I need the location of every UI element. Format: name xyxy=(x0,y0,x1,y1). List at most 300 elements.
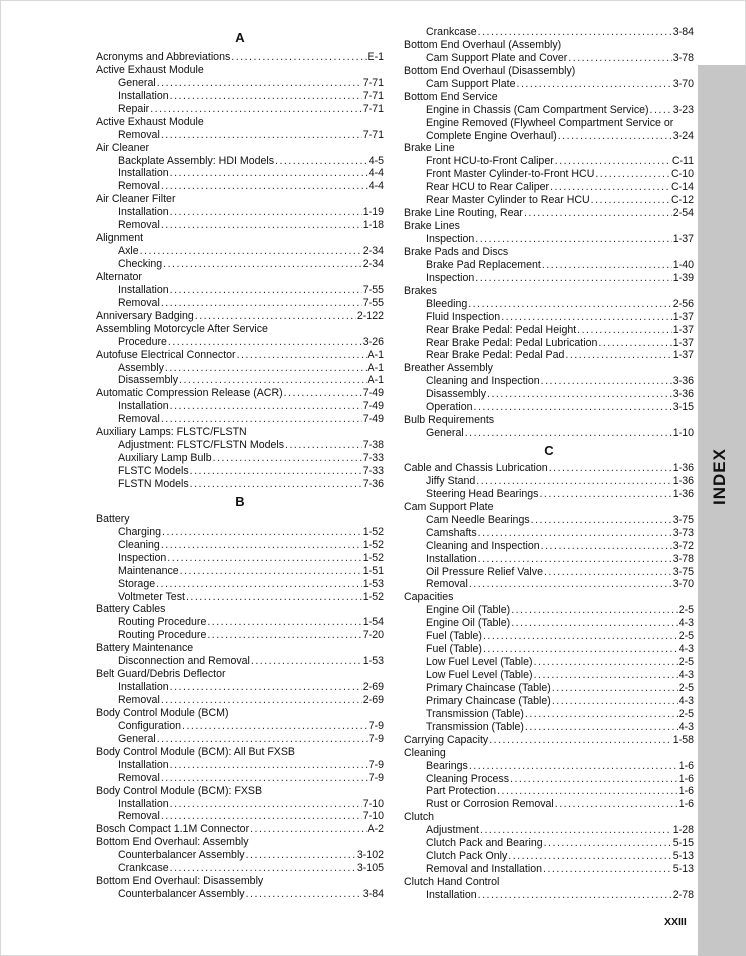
entry-label: Rear Brake Pedal: Pedal Height xyxy=(426,323,577,336)
entry-label: Removal xyxy=(118,296,160,309)
index-subentry xyxy=(404,643,694,656)
page-reference: 7-71 xyxy=(362,89,384,102)
index-subentry xyxy=(404,527,694,540)
index-subentry xyxy=(404,78,694,91)
entry-label: Clutch Hand Control xyxy=(404,876,500,888)
entry-label: Cleaning xyxy=(118,538,160,551)
index-subentry xyxy=(96,565,384,578)
dot-leader xyxy=(478,889,672,902)
entry-label: Procedure xyxy=(118,335,167,348)
dot-leader xyxy=(510,773,678,786)
page-reference: E-1 xyxy=(367,51,384,63)
index-subentry xyxy=(96,374,384,387)
index-subentry xyxy=(404,375,694,388)
entry-label: Backplate Assembly: HDI Models xyxy=(118,154,275,167)
dot-leader xyxy=(170,284,362,297)
entry-label: Rear HCU to Rear Caliper xyxy=(426,181,550,194)
index-tab-label: INDEX xyxy=(710,448,729,505)
entry-label: Counterbalancer Assembly xyxy=(118,849,245,862)
index-heading xyxy=(96,746,384,759)
page-reference: 2-54 xyxy=(672,207,694,220)
dot-leader xyxy=(475,272,672,285)
entry-label: Disconnection and Removal xyxy=(118,655,250,668)
index-heading xyxy=(404,591,694,604)
entry-label: Low Fuel Level (Table) xyxy=(426,656,533,669)
dot-leader xyxy=(170,167,368,180)
dot-leader xyxy=(170,759,368,772)
entry-label: Clutch xyxy=(404,811,435,824)
dot-leader xyxy=(207,629,361,642)
dot-leader xyxy=(165,362,367,375)
index-subentry xyxy=(404,311,694,324)
dot-leader xyxy=(511,617,677,630)
index-subentry xyxy=(96,478,384,491)
page-reference: 3-15 xyxy=(672,401,694,414)
index-subentry xyxy=(404,259,694,272)
index-subentry xyxy=(404,553,694,566)
index-heading xyxy=(404,285,694,298)
dot-leader xyxy=(170,798,362,811)
index-heading xyxy=(96,785,384,798)
page-reference: 4-4 xyxy=(368,167,384,180)
dot-leader xyxy=(550,181,670,194)
entry-label: Engine Oil (Table) xyxy=(426,604,511,617)
entry-label: Clutch Pack Only xyxy=(426,850,508,863)
page-reference: 1-53 xyxy=(362,655,384,668)
index-heading xyxy=(404,142,694,155)
dot-leader xyxy=(483,630,678,643)
entry-label: Carrying Capacity xyxy=(404,733,489,746)
entry-label: Fuel (Table) xyxy=(426,643,482,656)
index-heading xyxy=(404,246,694,259)
index-subentry xyxy=(96,772,384,785)
entry-label: Air Cleaner xyxy=(96,141,149,154)
index-subentry xyxy=(96,103,384,116)
index-subentry xyxy=(96,733,384,746)
page-reference: 1-36 xyxy=(672,487,694,500)
dot-leader xyxy=(246,888,362,901)
page-reference: 4-3 xyxy=(678,669,694,681)
index-subentry xyxy=(96,539,384,552)
dot-leader xyxy=(168,336,362,349)
index-subentry xyxy=(96,629,384,642)
page-reference: A-1 xyxy=(367,374,384,387)
page-reference: C-11 xyxy=(671,155,694,168)
index-subentry xyxy=(96,526,384,539)
page-reference: 2-5 xyxy=(678,707,694,720)
page-reference: 3-84 xyxy=(362,888,384,901)
entry-label: Brake Line xyxy=(404,142,455,155)
index-heading xyxy=(96,116,384,129)
index-subentry xyxy=(404,837,694,850)
index-subentry xyxy=(96,655,384,668)
index-subentry xyxy=(404,604,694,617)
page-reference: 1-52 xyxy=(362,525,384,538)
dot-leader xyxy=(251,655,362,668)
page-reference: 2-34 xyxy=(362,258,384,270)
entry-label: Storage xyxy=(118,577,156,590)
dot-leader xyxy=(534,669,678,682)
index-subentry xyxy=(404,181,694,194)
page-reference: 7-71 xyxy=(362,76,384,89)
dot-leader xyxy=(591,194,670,207)
entry-label: Engine in Chassis (Cam Compartment Service) xyxy=(426,103,649,116)
page-reference: 5-13 xyxy=(672,850,694,863)
entry-label: Oil Pressure Relief Valve xyxy=(426,565,543,578)
dot-leader xyxy=(190,465,362,478)
dot-leader xyxy=(555,798,678,811)
page-reference: 2-122 xyxy=(356,309,384,322)
dot-leader xyxy=(157,733,368,746)
index-subentry xyxy=(404,578,694,591)
dot-leader xyxy=(598,337,671,350)
dot-leader xyxy=(161,219,362,232)
page-reference: 1-18 xyxy=(362,219,384,232)
section-letter: B xyxy=(235,493,245,509)
entry-label: Routing Procedure xyxy=(118,616,207,629)
page-reference: 3-70 xyxy=(672,578,694,591)
entry-label: Bottom End Overhaul: Assembly xyxy=(96,836,249,849)
entry-label: Removal xyxy=(426,578,468,591)
index-heading xyxy=(96,323,384,336)
index-subentry xyxy=(96,90,384,103)
dot-leader xyxy=(552,695,678,708)
page-reference: 1-37 xyxy=(672,310,694,323)
entry-label: General xyxy=(426,427,464,440)
page-reference: 7-10 xyxy=(362,797,384,810)
section-letter: C xyxy=(544,443,554,458)
dot-leader xyxy=(163,258,362,271)
page-reference: 3-78 xyxy=(672,51,694,64)
index-subentry xyxy=(404,168,694,181)
dot-leader xyxy=(179,374,366,387)
page-reference: 7-36 xyxy=(362,477,384,490)
index-subentry xyxy=(96,452,384,465)
index-heading xyxy=(96,64,384,77)
entry-label: Routing Procedure xyxy=(118,629,207,642)
dot-leader xyxy=(478,26,672,39)
dot-leader xyxy=(186,591,362,604)
index-heading xyxy=(404,811,694,824)
entry-label: FLSTC Models xyxy=(118,465,189,477)
entry-label: Brake Lines xyxy=(404,220,460,233)
index-subentry xyxy=(96,552,384,565)
dot-leader xyxy=(544,566,672,579)
page-reference: 1-37 xyxy=(672,233,694,245)
entry-label: Installation xyxy=(118,681,169,694)
dot-leader xyxy=(487,388,672,401)
index-heading xyxy=(96,142,384,155)
entry-label: Transmission (Table) xyxy=(426,707,524,720)
index-subentry xyxy=(404,630,694,643)
entry-label: Air Cleaner Filter xyxy=(96,193,176,206)
entry-label: Rear Master Cylinder to Rear HCU xyxy=(426,194,590,207)
entry-label: Assembly xyxy=(118,361,164,374)
dot-leader xyxy=(170,400,362,413)
page-reference: 7-9 xyxy=(368,719,384,732)
page-reference: 3-73 xyxy=(672,526,694,539)
dot-leader xyxy=(489,734,672,747)
dot-leader xyxy=(170,90,362,103)
entry-label: Removal xyxy=(118,771,160,784)
entry-label: Breather Assembly xyxy=(404,362,493,375)
entry-label: Installation xyxy=(118,206,169,219)
entry-label: Operation xyxy=(426,401,473,414)
entry-label: Acronyms and Abbreviations xyxy=(96,51,231,63)
dot-leader xyxy=(542,259,672,272)
dot-leader xyxy=(465,427,672,440)
index-subentry xyxy=(404,656,694,669)
page-reference: 7-9 xyxy=(368,758,384,771)
entry-label: Axle xyxy=(118,245,139,258)
index-subentry xyxy=(404,401,694,414)
page-reference: 7-9 xyxy=(368,771,384,784)
index-subentry xyxy=(404,798,694,811)
page-reference: 3-36 xyxy=(672,388,694,401)
page-reference: 4-3 xyxy=(678,694,694,707)
dot-leader xyxy=(478,553,672,566)
page-reference: 1-53 xyxy=(362,577,384,590)
index-subentry xyxy=(404,682,694,695)
index-subentry xyxy=(96,167,384,180)
index-subentry xyxy=(96,862,384,875)
index-subentry xyxy=(404,566,694,579)
entry-label: Bleeding xyxy=(426,297,468,310)
index-subentry xyxy=(404,540,694,553)
page-reference: 7-38 xyxy=(362,439,384,452)
entry-label: Body Control Module (BCM) xyxy=(96,706,229,719)
index-column-right xyxy=(404,26,694,902)
page-reference: 1-37 xyxy=(672,323,694,336)
dot-leader xyxy=(161,413,362,426)
entry-label: Rust or Corrosion Removal xyxy=(426,798,554,811)
entry-label: Battery Maintenance xyxy=(96,642,194,655)
page-reference: 2-69 xyxy=(362,681,384,694)
index-subentry xyxy=(404,26,694,39)
entry-label: Fuel (Table) xyxy=(426,630,482,643)
entry-label: Autofuse Electrical Connector xyxy=(96,348,236,361)
page-reference: 7-20 xyxy=(362,629,384,642)
entry-label: Alignment xyxy=(96,232,144,245)
page-reference: 3-102 xyxy=(356,849,384,862)
page-reference: 7-55 xyxy=(362,283,384,296)
index-subentry xyxy=(404,388,694,401)
index-heading xyxy=(404,220,694,233)
page-reference: 3-26 xyxy=(362,335,384,348)
dot-leader xyxy=(552,682,678,695)
index-subentry xyxy=(96,720,384,733)
entry-label: Inspection xyxy=(118,551,167,564)
index-heading xyxy=(96,836,384,849)
page-reference: 2-69 xyxy=(362,694,384,706)
page-reference: 2-5 xyxy=(678,681,694,694)
page-reference: 2-5 xyxy=(678,656,694,669)
entry-label: Belt Guard/Debris Deflector xyxy=(96,668,226,681)
page-reference: 2-78 xyxy=(672,888,694,901)
page-reference: 3-36 xyxy=(672,375,694,388)
entry-label: Front HCU-to-Front Caliper xyxy=(426,155,554,168)
entry-label: Removal xyxy=(118,180,160,193)
dot-leader xyxy=(170,862,356,875)
index-subentry xyxy=(96,219,384,232)
entry-label: Installation xyxy=(118,167,169,180)
page-reference: 1-6 xyxy=(678,798,694,811)
dot-leader xyxy=(544,837,672,850)
entry-label: Bosch Compact 1.1M Connector xyxy=(96,823,250,836)
page-reference: 3-78 xyxy=(672,552,694,565)
entry-label: Capacities xyxy=(404,591,454,604)
entry-label: Installation xyxy=(118,758,169,771)
dot-leader xyxy=(182,720,368,733)
index-subentry xyxy=(404,824,694,837)
page-reference: 4-5 xyxy=(368,154,384,167)
dot-leader xyxy=(162,526,362,539)
dot-leader xyxy=(555,155,671,168)
page-reference: 1-54 xyxy=(362,616,384,629)
entry-label: Battery Cables xyxy=(96,603,166,616)
dot-leader xyxy=(161,180,368,193)
page-reference: 7-49 xyxy=(362,413,384,426)
dot-leader xyxy=(161,297,362,310)
page-reference: A-1 xyxy=(367,361,384,374)
entry-label: Cam Support Plate xyxy=(426,77,516,90)
entry-label: Installation xyxy=(118,797,169,810)
dot-leader xyxy=(190,478,362,491)
page-reference: 1-6 xyxy=(678,759,694,772)
entry-label: Brake Pads and Discs xyxy=(404,245,509,258)
dot-leader xyxy=(170,681,362,694)
index-heading xyxy=(404,362,694,375)
page-reference: C-12 xyxy=(671,194,694,207)
page-reference: 7-49 xyxy=(362,387,384,400)
page-reference: 2-5 xyxy=(678,604,694,617)
entry-label: Brake Pad Replacement xyxy=(426,258,541,271)
entry-label: Battery xyxy=(96,512,130,525)
index-heading xyxy=(96,668,384,681)
index-subentry xyxy=(96,413,384,426)
index-subentry xyxy=(96,759,384,772)
dot-leader xyxy=(161,539,362,552)
dot-leader xyxy=(156,578,362,591)
entry-label: Cleaning and Inspection xyxy=(426,375,540,388)
index-subentry xyxy=(96,129,384,142)
dot-leader xyxy=(246,849,356,862)
page-reference: 1-19 xyxy=(362,206,384,219)
entry-label: Complete Engine Overhaul) xyxy=(426,129,557,142)
entry-label: Bottom End Overhaul (Assembly) xyxy=(404,38,562,51)
page-reference: 1-40 xyxy=(672,258,694,271)
dot-leader xyxy=(568,52,671,65)
index-subentry xyxy=(404,104,694,117)
index-subentry xyxy=(404,708,694,721)
dot-leader xyxy=(549,462,672,475)
page-reference: 3-23 xyxy=(672,103,694,116)
dot-leader xyxy=(161,694,362,707)
index-subentry xyxy=(404,130,694,143)
page-reference: 7-71 xyxy=(362,128,384,141)
index-entry xyxy=(96,51,384,64)
page-reference: 1-58 xyxy=(672,733,694,746)
index-heading xyxy=(404,91,694,104)
index-column-left xyxy=(96,26,384,901)
dot-leader xyxy=(475,233,672,246)
entry-label: Bulb Requirements xyxy=(404,414,495,427)
entry-label: Charging xyxy=(118,525,161,538)
index-subentry xyxy=(404,889,694,902)
index-subentry xyxy=(96,798,384,811)
page-reference: 5-15 xyxy=(672,837,694,850)
page-reference: 3-105 xyxy=(356,862,384,875)
entry-label: Crankcase xyxy=(426,26,477,38)
entry-label: Anniversary Badging xyxy=(96,309,194,322)
entry-label: Auxiliary Lamp Bulb xyxy=(118,452,212,465)
index-entry xyxy=(96,349,384,362)
entry-label: Engine Removed (Flywheel Compartment Service or xyxy=(426,116,674,129)
entry-label: Bottom End Overhaul (Disassembly) xyxy=(404,64,576,77)
dot-leader xyxy=(195,310,356,323)
page-reference: 2-34 xyxy=(362,245,384,258)
page-reference: 1-52 xyxy=(362,551,384,564)
entry-label: Counterbalancer Assembly xyxy=(118,888,245,901)
dot-leader xyxy=(541,375,672,388)
page-reference: 1-52 xyxy=(362,590,384,603)
index-subentry xyxy=(404,475,694,488)
dot-leader xyxy=(150,103,362,116)
page-reference: 7-9 xyxy=(368,732,384,745)
index-subentry xyxy=(96,681,384,694)
entry-label: Disassembly xyxy=(118,374,179,387)
index-subentry xyxy=(96,180,384,193)
index-entry xyxy=(96,387,384,400)
page-reference: 7-33 xyxy=(362,452,384,465)
index-side-tab xyxy=(698,65,746,956)
entry-label: Primary Chaincase (Table) xyxy=(426,694,551,707)
entry-label: Removal xyxy=(118,413,160,426)
entry-label: Removal xyxy=(118,810,160,823)
page-reference: C-14 xyxy=(671,181,694,194)
entry-label: Maintenance xyxy=(118,564,179,577)
index-subentry xyxy=(96,258,384,271)
entry-label: Auxiliary Lamps: FLSTC/FLSTN xyxy=(96,426,247,439)
entry-label: Steering Head Bearings xyxy=(426,487,539,500)
dot-leader xyxy=(140,245,362,258)
entry-label: Fluid Inspection xyxy=(426,310,501,323)
page-reference: 7-71 xyxy=(362,102,384,115)
dot-leader xyxy=(170,206,362,219)
page-number: XXIII xyxy=(664,916,687,928)
dot-leader xyxy=(469,578,672,591)
index-entry xyxy=(96,823,384,836)
page-reference: 1-37 xyxy=(672,349,694,362)
index-subentry xyxy=(96,849,384,862)
page-reference: 1-37 xyxy=(672,336,694,349)
entry-label: Cleaning Process xyxy=(426,772,510,785)
entry-label: Primary Chaincase (Table) xyxy=(426,681,551,694)
dot-leader xyxy=(558,130,672,143)
index-subentry xyxy=(96,245,384,258)
page-reference: 1-6 xyxy=(678,772,694,785)
page-reference: 3-72 xyxy=(672,539,694,552)
entry-label: Cam Needle Bearings xyxy=(426,513,530,526)
dot-leader xyxy=(534,656,678,669)
dot-leader xyxy=(157,77,362,90)
index-heading xyxy=(96,426,384,439)
page-reference: C-10 xyxy=(671,168,694,181)
index-subentry xyxy=(404,488,694,501)
index-heading xyxy=(96,232,384,245)
index-subentry xyxy=(96,591,384,604)
index-subentry xyxy=(404,324,694,337)
